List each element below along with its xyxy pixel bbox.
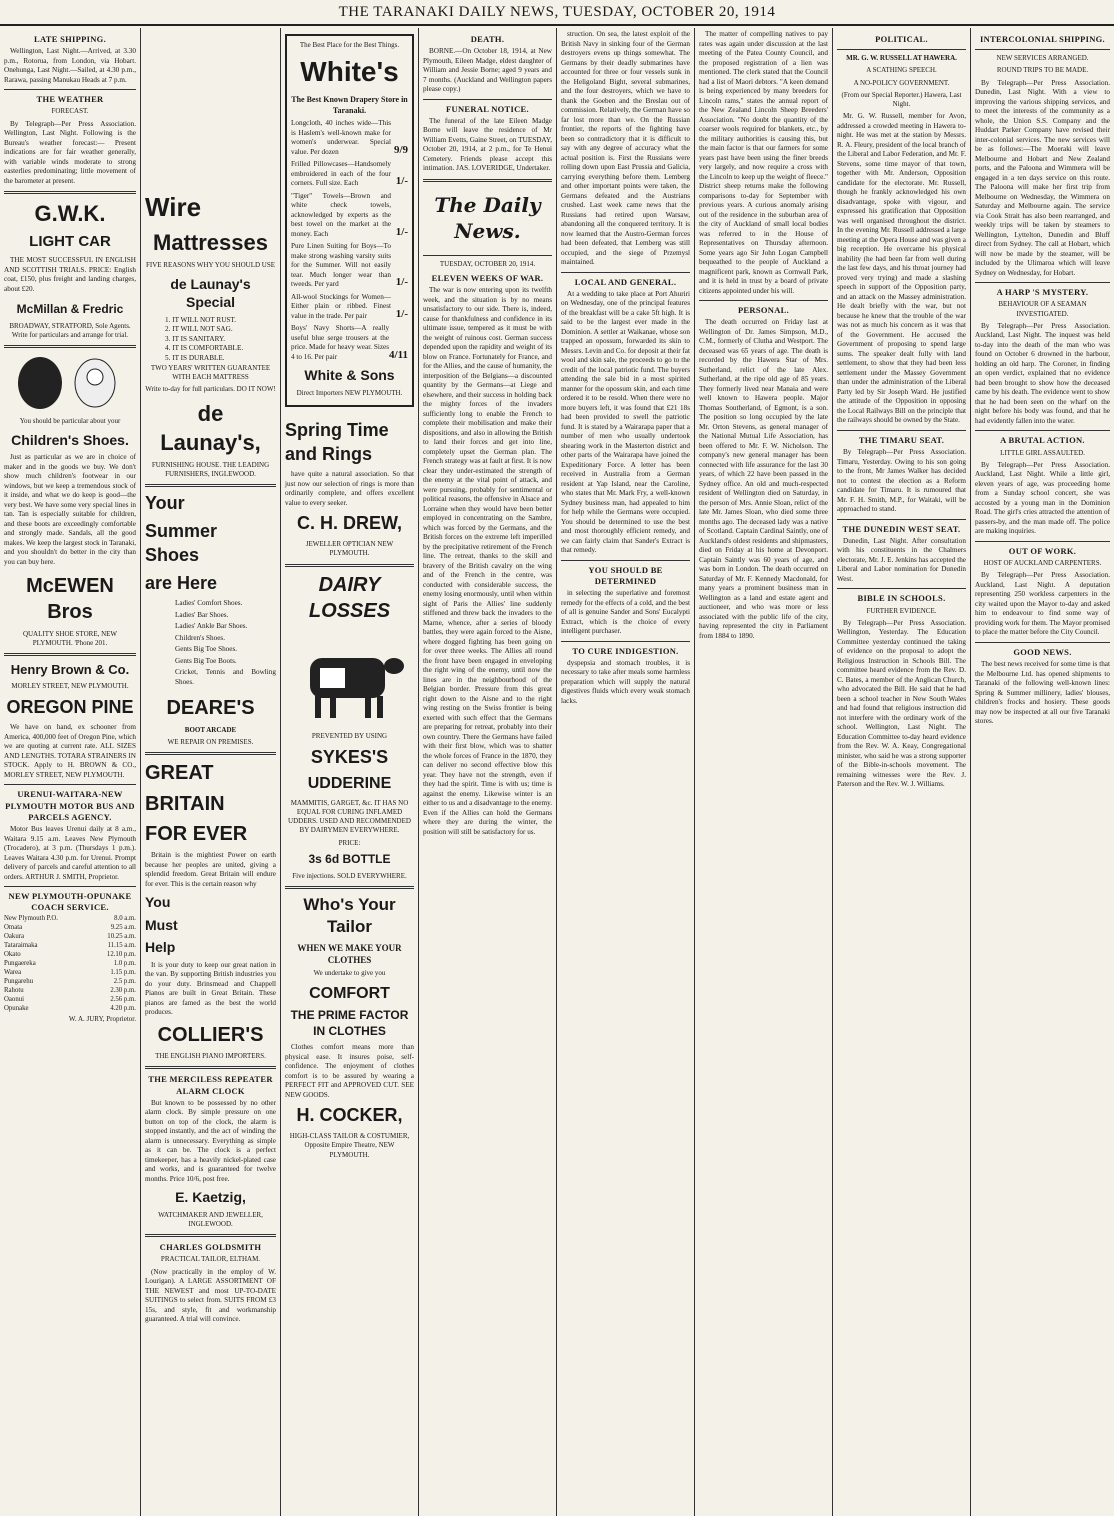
timetable-row	[4, 942, 136, 951]
indigestion-text: dyspepsia and stomach troubles, it is necessary to take after meals some harmless preparation which will supply the natural digestives fluids which every weak stomach lacks.	[561, 658, 690, 705]
special-reporter: (From our Special Reporter.) Hawera, Last Night.	[841, 90, 962, 109]
harp-heading: A HARP 'S MYSTERY.	[996, 287, 1089, 298]
timetable-time: 1.15 p.m.	[110, 969, 136, 977]
coach-heading: URENUI-WAITARA-NEW PLYMOUTH MOTOR BUS AND PARCELS AGENCY.	[5, 789, 135, 822]
column-6	[695, 28, 832, 1516]
bible-heading: BIBLE IN SCHOOLS.	[857, 593, 946, 604]
harp-text: By Telegraph—Per Press Association. Auckland, Last Night. The inquest was held to-day into the death of the man who was found on October 6 drowned in the harbour, holding an old harp. The Coroner, in finding an open verdict, explained that no evidence had been brought to show how the deceased came by his death. The evidence went to show that he had been seen on the wharf on the night before his body was found, and that he had evidently fallen into the water.	[975, 321, 1110, 425]
timetable-row	[4, 960, 136, 969]
oregon-pine-text: We have on hand, ex schooner from America, 400,000 feet of Oregon Pine, which we are quoting at current rate. ALL SIZES AND LENGTHS. TOTARA STRAINERS IN STOCK. Apply to H. BROWN & CO., MORLEY STREET, NEW PLYMOUTH.	[4, 723, 136, 779]
timetable-time: 2.30 p.m.	[110, 987, 136, 995]
delaunay-special-heading: de Launay's Special	[170, 275, 251, 311]
editorial-heading: ELEVEN WEEKS OF WAR.	[431, 272, 544, 283]
weather-subheading: FORECAST.	[51, 107, 89, 116]
price-sub: Five injections. SOLD EVERYWHERE.	[292, 871, 407, 880]
column-6-text: The matter of compelling natives to pay rates was again under discussion at the last meeting of the Patea County Council, and the proposed registration of a lien was mentioned. The clerk stated that the Council had a list of Maori debtors. "A keen demand is being experienced by many breeders for Lincoln rams," states the annual report of the New Zealand Lincoln Sheep Breeders' Association. "No doubt the quantity of the coarser wools required for blankets, etc., by the military authorities is causing this, but the main factor is that our farmers for some years past have been using the finer breeds very largely, and now require a cross with the Lincoln to keep up the weight of fleece." District sheep returns make the following comparisons to-day for September with previous years. A curious anomaly arising out of the residence in the suburban area of the city of Auckland of small local bodies was referred to in the House of Representatives on Thursday afternoon. Some years ago Sir John Logan Campbell bequeathed to the people of Auckland a magnificent park, known as Cornwall Park, and it is held in trust by a board of private citizens appointed under his will.	[699, 30, 828, 295]
shoes-intro: You should be particular about your	[19, 417, 121, 426]
timetable-stop: New Plymouth P.O.	[4, 915, 59, 923]
timetable-row	[4, 933, 136, 942]
timetable-stop: Tataraimaka	[4, 942, 38, 950]
timetable-time: 12.10 p.m.	[106, 951, 136, 959]
timetable-time: 2.56 p.m.	[110, 996, 136, 1004]
timetable-stop: Oakura	[4, 933, 25, 941]
children-illustration	[5, 353, 135, 413]
reason-item: 4. IT IS COMFORTABLE.	[165, 344, 244, 353]
repeater-heading: THE MERCILESS REPEATER ALARM CLOCK	[148, 1074, 273, 1096]
boot-arcade: BOOT ARCADE	[184, 725, 237, 734]
round-trips-heading: ROUND TRIPS TO BE MADE.	[996, 66, 1089, 75]
editorial-text: The war is now entering upon its twelfth week, and the situation is by no means unsatisfactory to our side. There is, indeed, cause for thankfulness and confidence in its ultimate issue, tempered as it must be with the weight of ruinous cost. German success depended upon the rapidity and weight of its blow on France. Fortunately for France, and for the Allies, and the cause of humanity, the interposition of the Belgians—a discounted quantity by the Germans—at Liege and elsewhere, and their success in holding back the mighty forces of the invaders sufficiently long to enable the French to complete their mobilisation and make their dispositions, and also in allowing the British to land their forces and get into line, completely upset the German plan. The French strategy was at fault at first. It is now clear they under-estimated the strength of the enemy at the vital point of attack, and were pursuing, probably for sentimental or political reasons, the offensive in Alsace and Lorraine when they would have been better employed in concentrating on the Sambre, which was forced by the Germans, and the British forces on the extreme left imperilled by the precipitative retirement of the French line. The retreat, thanks to the skill and bravery of the British cavalry on the wing and of the French in the centre, was conducted with considerable success, the enemy losing enormously, until when within sight of Paris the Allies' line suddenly stiffened and threw back the invaders to the Marne, whence, after a series of bloody battles, they were again forced to the Aisne, where dogged fighting has been going on for over three weeks. The Allies all round the front have been engaged in enveloping the right wing of the enemy, until now the lines are in the neighbourhood of the Belgian border. Pressure from this great right down to the Aisne and to the right wing resting on the Swiss frontier is being exerted with such effect that the Germans are preparing for retreat, probably into their own country. There the Germans have failed with their first blow, which was to shatter the whole forces of France in the 1870, they can deliver no second effective blow this year. They have not the strength, even if they had the spirit. Time is with us; time is against the enemy. Likewise winter is an either to us and a disadvantage to the enemy. Even if the Allies can hold the Germans where they are during the winter, the position will still be satisfactory for us.	[423, 286, 552, 836]
whites-items	[291, 119, 408, 362]
tailor-text2: We undertake to give you	[313, 969, 386, 978]
bible-text: By Telegraph—Per Press Association. Wellington, Yesterday. The Education Committee yesterday continued the taking of evidence on the proposal to adopt the Religious Instruction in Schools Bill. The committee heard evidence from the Rev. D. C. Bates, a member of the Anglican Church, who advocated the Bill. He said that he had been a school teacher in New South Wales and had found that religious instruction did not interfere with the ordinary work of the school. Wellington, Last Night. The Education Committee to-day heard evidence from the Rev. W. A. Keay, Congregational minister, who said he was a strong supporter of the Bible-in-schools movement. The remaining witnesses were the Rev. J. Paterson and the Rev. W. J. Williams.	[837, 618, 966, 789]
help-heading: Help	[145, 939, 176, 956]
shoe-line-item: Ladies' Ankle Bar Shoes.	[175, 622, 248, 631]
timetable-time: 4.20 p.m.	[110, 1005, 136, 1013]
column-7	[833, 28, 970, 1516]
kaetzig-heading: E. Kaetzig,	[175, 1189, 246, 1206]
russell-heading: MR. G. W. RUSSELL AT HAWERA.	[846, 54, 957, 63]
guarantee-text: TWO YEARS' WRITTEN GUARANTEE WITH EACH MATTRESS	[150, 364, 271, 382]
determined-text: in selecting the superlative and foremost remedy for the effects of a cold, and the best of all is genuine Sander and Sons' Eucalypti Extract, which is the choice of every intelligent purchaser.	[561, 589, 690, 636]
furnishing-text: FURNISHING HOUSE. THE LEADING FURNISHERS, INGLEWOOD.	[151, 460, 270, 479]
whites-item-desc: All-wool Stockings for Women—Either plain or ribbed. Finest value in the trade. Per pair	[291, 292, 391, 320]
wire-heading: Wire	[145, 192, 202, 222]
whites-item-price: 1/-	[395, 276, 408, 289]
timetable-time: 1.0 p.m.	[113, 960, 136, 968]
timetable-stop: Pungarehu	[4, 978, 34, 986]
whites-item-desc: Longcloth, 40 inches wide—This is Haslem's well-known make for women's underwear. Special value. Per dozen	[291, 119, 391, 156]
timaru-heading: THE TIMARU SEAT.	[858, 434, 945, 445]
column-2	[141, 28, 280, 1516]
drew-sub: JEWELLER OPTICIAN NEW PLYMOUTH.	[305, 540, 394, 558]
britain-heading: BRITAIN	[145, 792, 225, 815]
whites-item-price: 1/-	[395, 175, 408, 188]
henry-brown-heading: Henry Brown & Co.	[10, 662, 130, 678]
tailor-heading: Who's Your Tailor	[303, 894, 396, 937]
timetable-time: 10.25 a.m.	[107, 933, 136, 941]
local-general-heading: LOCAL AND GENERAL.	[574, 276, 677, 287]
whites-item-desc: Frilled Pillowcases—Handsomely embroidered in each of the four corners. Full size. Each	[291, 160, 391, 188]
whites-item	[291, 242, 408, 290]
cocker-sub: HIGH-CLASS TAILOR & COSTUMIER, Opposite Empire Theatre, NEW PLYMOUTH.	[289, 1132, 410, 1159]
brutal-text: By Telegraph—Per Press Association. Auckland, Last Night. While a little girl, eleven years of age, was proceeding home from a Sunday school concert, she was accosted by a young man in the Dominion Road. The girl's cries attracted the attention of passers-by, and the man made off. The police are making inquiries.	[975, 460, 1110, 536]
intercolonial-heading: INTERCOLONIAL SHIPPING.	[980, 34, 1105, 44]
delaunays-heading: de Launay's,	[160, 400, 261, 455]
mattresses-heading: Mattresses	[153, 230, 268, 256]
deares-heading: DEARE'S	[166, 697, 255, 720]
prime-factor-heading: THE PRIME FACTOR IN CLOTHES	[290, 1007, 409, 1038]
goldsmith-sub: PRACTICAL TAILOR, ELTHAM.	[160, 1255, 261, 1264]
determined-heading: YOU SHOULD BE DETERMINED	[588, 564, 663, 586]
reason-item: 1. IT WILL NOT RUST.	[165, 315, 237, 324]
gwk-text: THE MOST SUCCESSFUL IN ENGLISH AND SCOTTISH TRIALS. PRICE: English coat, £150, plus freight and landing charges, about £20.	[4, 256, 136, 293]
tailor-body: Clothes comfort means more than physical ease. It insures poise, self-confidence. The enjoyment of clothes comfort is to be assured by wearing a PERFECT FIT and APPROVED CUT. SEE NEW GOODS.	[285, 1043, 414, 1099]
coach-proprietor: W. A. JURY, Proprietor.	[68, 1015, 136, 1024]
tailor-text: WHEN WE MAKE YOUR CLOTHES	[297, 942, 402, 965]
prevented-text: PREVENTED BY USING	[311, 732, 388, 741]
whites-item	[291, 192, 408, 240]
out-of-work-sub: HOST OF AUCKLAND CARPENTERS.	[983, 559, 1102, 568]
childrens-shoes-heading: Children's Shoes.	[11, 431, 129, 448]
new-services-heading: NEW SERVICES ARRANGED.	[996, 54, 1089, 63]
death-heading: DEATH.	[470, 34, 505, 44]
whites-item	[291, 119, 408, 157]
reason-item: 5. IT IS DURABLE.	[165, 353, 225, 362]
reason-item: 2. IT WILL NOT SAG.	[165, 325, 233, 334]
good-news-text: The best news received for some time is that the Melbourne Ltd. has opened shipments to Taranaki of the following well-known lines: Spring & Summer millinery, ladies' blouses, children's frocks and hosiery. These goods may now be inspected at all our five Taranaki stores.	[975, 660, 1110, 725]
goldsmith-heading: CHARLES GOLDSMITH	[159, 1242, 262, 1253]
out-of-work-text: By Telegraph—Per Press Association. Auckland, Last Night. A deputation representing 250 workless carpenters in the city waited upon the Mayor to-day and asked him to endeavour to find some way of providing work for them. The Mayor promised to place the matter before the City Council.	[975, 571, 1111, 637]
shoe-line-item: Gents Big Toe Shoes.	[175, 645, 238, 654]
column-4	[419, 28, 556, 1516]
mcewen-heading: McEWEN Bros	[26, 575, 114, 624]
are-here-heading: are Here	[145, 572, 218, 593]
late-shipping-text: Wellington, Last Night.—Arrived, at 3.30 p.m., Rotorua, from London, via Hobart. Onehunga, Last Night.—Sailed, at 4.30 p.m., Rarawa, passing Manukau Heads at 7 p.m.	[4, 47, 136, 84]
reason-item: 3. IT IS SANITARY.	[165, 334, 226, 343]
goldsmith-text: (Now practically in the employ of W. Lourigan). A LARGE ASSORTMENT OF THE NEWEST and most UP-TO-DATE SUITINGS to select from. SUITS FROM £3 15s, and style, fit and workmanship guaranteed. A trial will convince.	[145, 1267, 276, 1324]
timetable-time: 2.5 p.m.	[113, 978, 136, 986]
repeater-text: But known to be possessed by no other alarm clock. By simple pressure on one button on top of the clock, the alarm is stopped instantly, and the act of winding the alarm is unnecessary. Everything as simple as it can be. The clock is a perfect timekeeper, has a heavily nickel-plated case and works, and is guaranteed for twelve months. Price 10/6, post free.	[145, 1098, 276, 1183]
timetable-time: 9.25 a.m.	[110, 924, 136, 932]
price-heading: 3s 6d BOTTLE	[308, 851, 391, 866]
russell-text: Mr. G. W. Russell, member for Avon, addressed a crowded meeting in Hawera to-night. He was met at the station by Messrs. R. A. Fleury, president of the local branch of the Liberal and Labor Federation, and Mr. F. Stevens, some time mayor of that town, together with Mr. Anderson, Opposition candidate for the electorate. Mr. Russell, though he frankly acknowledged his own disadvantage, spoke with vigour, and expressed his gratification that Opposition was well organised throughout the district. In the evening Mr. Russell addressed a large meeting at the Opera House and was given a big reception. He overcame his physical inability (he had been far from well during the last few days, and his throat journey had proved very trying) and made a slashing speech in support of the Opposition party, and an attack on the Massey administration. He dealt briefly with the war, but not because he knew that the trouble of the war was not as much his concern as it was that of the Government. He accused the Government of proposing to spend large sums. The speaker dealt fully with land settlement, to show that they had been less settlement under the Massey Government than under the administration of the Liberal Party led by Sir Joseph Ward. He justified the attitude of the Opposition in opposing the Local Railways Bill on the principle that the railways should be owned by the State.	[837, 112, 966, 425]
scathing-heading: A SCATHING SPEECH.	[866, 66, 937, 75]
good-news-heading: GOOD NEWS.	[1013, 646, 1072, 657]
whites-item-desc: Boys' Navy Shorts—A really useful blue serge trousers at the price. Made for heavy wear. Sizes 4 to 16. Per pair	[291, 324, 390, 361]
shoe-line-item: Cricket, Tennis and Bowling Shoes.	[175, 668, 276, 686]
spring-heading: Spring Time and Rings	[285, 419, 389, 464]
weather-text: By Telegraph—Per Press Association. Wellington, Last Night. Following is the Bureau's weather forecast:— Present indications are for fair weather generally, with variable winds moderate to strong easterlies predominating; little movement of the barometer at present.	[4, 119, 136, 185]
nopolicy-heading: A NO-POLICY GOVERNMENT.	[853, 78, 950, 87]
you-heading: You	[145, 894, 171, 911]
timetable-row	[4, 1005, 136, 1014]
intercolonial-text: By Telegraph—Per Press Association. Dunedin, Last Night. With a view to improving the various shipping services, and to meet the interests of the community as a whole, the Union S.S. Company and the Huddart Parker Company have revised their inter-colonial services. The new services will be as follows:—The Moeraki will leave Melbourne and Hobart and New Zealand ports, and the Paloona and Wimmera will be engaged in a ten days service on this route. The Paloona will make her first trip from Melbourne on Wednesday, the Wimmera on Saturday and Melbourne again. The service via Cook Strait has also been rearranged, and weekly trips will be taken by steamers to Wellington, Lyttelton, Dunedin and Bluff direct from Sydney. The call at Hobart, which will now be made by the steamer, will be included by the Ulimaroa which will leave Sydney on Wednesday, for Hobart.	[975, 78, 1110, 277]
timetable-row	[4, 915, 136, 924]
brutal-heading: A BRUTAL ACTION.	[1000, 435, 1085, 446]
whites-top: The Best Place for the Best Things.	[299, 41, 400, 49]
timetable-row	[4, 924, 136, 933]
brutal-sub: LITTLE GIRL ASSAULTED.	[1000, 448, 1085, 457]
column-1	[0, 28, 140, 1516]
timetable-row	[4, 987, 136, 996]
timetable-stop: Opunake	[4, 1005, 29, 1013]
sykes-heading: SYKES'S	[310, 746, 389, 767]
five-reasons: FIVE REASONS WHY YOU SHOULD USE	[145, 261, 276, 270]
price-label: PRICE:	[338, 838, 361, 847]
whites-item-price: 1/-	[395, 225, 408, 238]
udderine-heading: UDDERINE	[307, 775, 392, 793]
coach-timetable	[4, 915, 136, 1014]
timetable-time: 11.15 a.m.	[107, 942, 136, 950]
timetable-stop: Omata	[4, 924, 23, 932]
spring-text: have quite a natural association. So that just now our selection of rings is more than ordinarily complete, and offers excellent value to every seeker.	[285, 470, 414, 507]
henry-brown-address: MORLEY STREET, NEW PLYMOUTH.	[11, 682, 129, 691]
write-today-text: Write to-day for full particulars. DO IT NOW!	[145, 385, 276, 394]
timetable-stop: Okato	[4, 951, 21, 959]
whites-item	[291, 324, 408, 362]
udderine-text: MAMMITIS, GARGET, &c. IT HAS NO EQUAL FOR CURING INFLAMED UDDERS. USED AND RECOMMENDED BY DAIRYMEN EVERYWHERE.	[288, 798, 411, 835]
death-text: BORNE.—On October 18, 1914, at New Plymouth, Eileen Madge, eldest daughter of William and Jessie Borne; aged 9 years and 7 months. (Auckland and Wellington papers please copy.)	[423, 47, 552, 94]
summer-shoes-heading: Summer Shoes	[145, 521, 218, 565]
indigestion-heading: TO CURE INDIGESTION.	[572, 645, 679, 656]
timetable-row	[4, 978, 136, 987]
reasons-list	[145, 316, 276, 364]
kaetzig-sub: WATCHMAKER AND JEWELLER, INGLEWOOD.	[158, 1210, 263, 1228]
shoe-line-item: Ladies' Bar Shoes.	[175, 610, 229, 619]
funeral-text: The funeral of the late Eileen Madge Borne will leave the residence of Mr William Evetts, Gaine Street, on TUESDAY, October 20, 1914, at 2 p.m., for Te Henui Cemetery. Friends please accept this intimation. JAS. LOVERIDGE, Undertaker.	[423, 116, 552, 173]
whites-ad	[285, 34, 414, 407]
shoe-lines-list	[145, 599, 276, 687]
column-3	[281, 28, 418, 1516]
timetable-stop: Pungaereka	[4, 960, 36, 968]
weather-heading: THE WEATHER	[36, 94, 104, 105]
mcewen-text: QUALITY SHOE STORE, NEW PLYMOUTH. 'Phone 201.	[22, 629, 118, 648]
whites-heading: White's	[300, 56, 399, 88]
your-heading: Your	[145, 493, 185, 514]
light-car-heading: LIGHT CAR	[29, 233, 111, 251]
timetable-stop: Warea	[4, 969, 22, 977]
political-heading: POLITICAL.	[875, 34, 928, 44]
editorial-date: TUESDAY, OCTOBER 20, 1914.	[439, 259, 536, 268]
timetable-row	[4, 951, 136, 960]
for-ever-heading: FOR EVER	[145, 822, 248, 845]
whites-item	[291, 293, 408, 322]
colliers-sub: THE ENGLISH PIANO IMPORTERS.	[155, 1052, 266, 1061]
mcmillan-heading: McMillan & Fredric	[16, 302, 124, 316]
bible-sub: FURTHER EVIDENCE.	[866, 606, 937, 615]
mcmillan-text: BROADWAY, STRATFORD, Sole Agents. Write for particulars and arrange for trial.	[9, 321, 131, 340]
timetable-stop: Rahotu	[4, 987, 24, 995]
comfort-heading: COMFORT	[309, 984, 390, 1002]
harp-sub: BEHAVIOUR OF A SEAMAN INVESTIGATED.	[998, 300, 1087, 318]
daily-news-title: The Daily News.	[434, 192, 541, 244]
opunake-heading: NEW PLYMOUTH-OPUNAKE COACH SERVICE.	[8, 891, 132, 913]
masthead: THE TARANAKI DAILY NEWS, TUESDAY, OCTOBER 20, 1914	[0, 0, 1114, 26]
timetable-stop: Oaonui	[4, 996, 25, 1004]
shoe-line-item: Children's Shoes.	[175, 633, 226, 642]
dairy-losses-heading: DAIRY LOSSES	[308, 573, 391, 623]
whites-item-price: 4/11	[389, 348, 408, 361]
local-general-text: At a wedding to take place at Port Ahuriri on Wednesday, one of the principal features of the breakfast will be a cake 5ft high. It is said to be the largest ever made in the Dominion. A settler at Waikanae, whose son trapped an opossum, forwarded its skin to Messrs. Levin and Co. for deposit at their fat wool and skin sale, the proceeds to go to the credit of the local patriotic fund. The buyers attending the sale bid in a most spirited manner for the opossum skin, and each time ordered it to be resold. When there were no more buyers left, it was found that £21 18s had been provided to swell the patriotic fund. It is stated by a Wairarapa paper that a number of men who usually undertook shearing work in the Masterton district and other parts of the Wairarapa have joined the Expeditionary Force. A letter has been received in Australia from a German resident at Yap Island, near the Caroline, who states that Mr. Mark Fry, a well-known Sydney business man, had appealed to him for help while the Germans were occupied. You should be determined to use the best and most thoroughly efficient remedy, and we can fairly claim that Sander's Extract is that remedy.	[561, 289, 690, 555]
whites-foot-sub: Direct Importers NEW PLYMOUTH.	[296, 388, 403, 397]
whites-foot: White & Sons	[304, 367, 395, 384]
timetable-time: 8.0 a.m.	[114, 915, 136, 923]
editorial-continued: struction. On sea, the latest exploit of the British Navy in sinking four of the German destroyers evens up things somewhat. The Germans by their deadly submarines have accounted for three or four vessels sunk in the Heligoland Bight, several submarines, and the four destroyers, which we have to thank the Goeben and the Breslau out of commission. Relatively, the German have so far lost more than we. On the Russian frontier, the reports of the fighting have been so contradictory that it is difficult to say with any degree of accuracy what the actual position is. First the Russians were rolling down upon East Prussia and Galicia, carrying everything before them. Lemberg and other important points were taken, the Germans defeated and the Austrians crushed. Last week came news that the Russians had retired upon Warsaw, abandoning all the conquered territory. It is now learned that the Austro-German forces had been defeated, that Lemberg was still occupied, and the siege of Przemysl maintained.	[561, 30, 690, 266]
column-8	[971, 28, 1114, 1516]
whites-sub: The Best Known Drapery Store in Taranaki.	[291, 95, 408, 115]
cocker-heading: H. COCKER,	[296, 1105, 403, 1126]
whites-item-price: 1/-	[395, 307, 408, 320]
personal-heading: PERSONAL.	[737, 305, 790, 315]
deare-repair: WE REPAIR ON PREMISES.	[167, 737, 254, 746]
shoe-line-item: Gents Big Toe Boots.	[175, 656, 237, 665]
coach-text: Motor Bus leaves Urenui daily at 8 a.m., Waitara 9.15 a.m. Leaves New Plymouth (Trocadero), at 3 p.m. (Thursdays 1 p.m.). Leaves Waitara 4.30 p.m. for Urenui. Prompt delivery of parcels and careful attention to all orders. ARTHUR J. SMITH, Proprietor.	[4, 825, 136, 881]
cow-illustration	[290, 628, 410, 728]
funeral-heading: FUNERAL NOTICE.	[446, 103, 529, 114]
timetable-row	[4, 996, 136, 1005]
whites-item	[291, 160, 408, 189]
column-5	[557, 28, 694, 1516]
dunedin-heading: THE DUNEDIN WEST SEAT.	[842, 523, 961, 534]
must-heading: Must	[145, 916, 178, 933]
timaru-text: By Telegraph—Per Press Association. Timaru, Yesterday. Owing to his son going to the front, Mr James Walker has decided not to contest the election as a Reform candidate for Timaru. It is rumoured that Mr. F. H. Smith, M.P., for Waitaki, will be approached to stand.	[837, 448, 966, 514]
whites-item-price: 9/9	[393, 143, 408, 156]
personal-text: The death occurred on Friday last at Wellington of Dr. James Simpson, M.D., C.M., formerly of Clutha and Westport. The deceased was 65 years of age. The death is recorded by the Hawera Star of Mrs. Sutherland, relict of the late Alex. Sutherland, at the ripe old age of 85 years. They formerly lived near Manaia and were well known to Hawera people. Major Thomas Southerland, of Egmont, is a son. The position so long occupied by the late Mr. Orton Stevens, as general manager of the National Mutual Life Association, has been offered to Mr. F. W. Nicholson. The company's new general manager has been connected with life assurance for the last 30 years, of which 22 have been passed in the Sydney office. An old and much-respected resident of Wellington died on Saturday, in the person of Mrs. Annie Sloan, relict of the late Mr. James Sloan, who died some three months ago. The deceased lady was a native of Scotland. Captain Cardinal Saintly, one of Auckland's oldest residents and shipmasters, died on Friday at his home at Devonport. Captain Saintly was 60 years of age, and was born in London. The death occurred on Saturday of Mr. F. Kennedy Macdonald, for many years a prominent business man in Wellington as a land and estate agent and auctioneer, and who was more or less associated with the public life of the city, having represented the city in Parliament from 1884 to 1890.	[699, 318, 828, 640]
drew-heading: C. H. DREW,	[296, 513, 402, 534]
shoe-line-item: Ladies' Comfort Shoes.	[175, 599, 243, 608]
oregon-pine-heading: OREGON PINE	[6, 696, 134, 717]
colliers-heading: COLLIER'S	[157, 1023, 264, 1046]
great-heading: GREAT	[145, 762, 214, 785]
childrens-shoes-text: Just as particular as we are in choice of maker and in the goods we buy. We don't show much children's footwear in our windows, but we keep a tremendous stock of it inside, and what we do keep is good—the very best. We have some very special lines in tan. Tan is especially suitable for children, and these boots are exceedingly comfortable and strongly made. Sandals, all the good makes. We keep the largest stock in Taranaki, and you shouldn't do better in the city than you can buy here.	[4, 453, 136, 566]
gwk-heading: G.W.K.	[34, 201, 106, 227]
help-text: It is your duty to keep our great nation in the van. By supporting British industries you do your duty. Brinsmead and Chappell Pianos are built in Great Britain. These pianos are famed as the best the world produces.	[145, 960, 276, 1017]
dunedin-text: Dunedin, Last Night. After consultation with his constituents in the Chalmers electorate, Mr. J. E. Jenkins has accepted the Liberal and Labor nomination for Dunedin West.	[837, 536, 966, 583]
britain-text: Britain is the mightiest Power on earth because her peoples are united, giving a splendid freedom. Great Britain will endure for ever. This is the certain reason why	[145, 851, 276, 888]
out-of-work-heading: OUT OF WORK.	[1008, 545, 1077, 556]
whites-item-desc: Pure Linen Suiting for Boys—To make strong washing varsity suits for the Summer. Will not easily tear. Much longer wear than tweeds. Per yard	[291, 242, 391, 289]
timetable-row	[4, 969, 136, 978]
whites-item-desc: "Tiger" Towels—Brown and white check towels, acknowledged by experts as the best towel on the market at the money. Each	[291, 191, 391, 238]
late-shipping-heading: LATE SHIPPING.	[33, 34, 107, 44]
